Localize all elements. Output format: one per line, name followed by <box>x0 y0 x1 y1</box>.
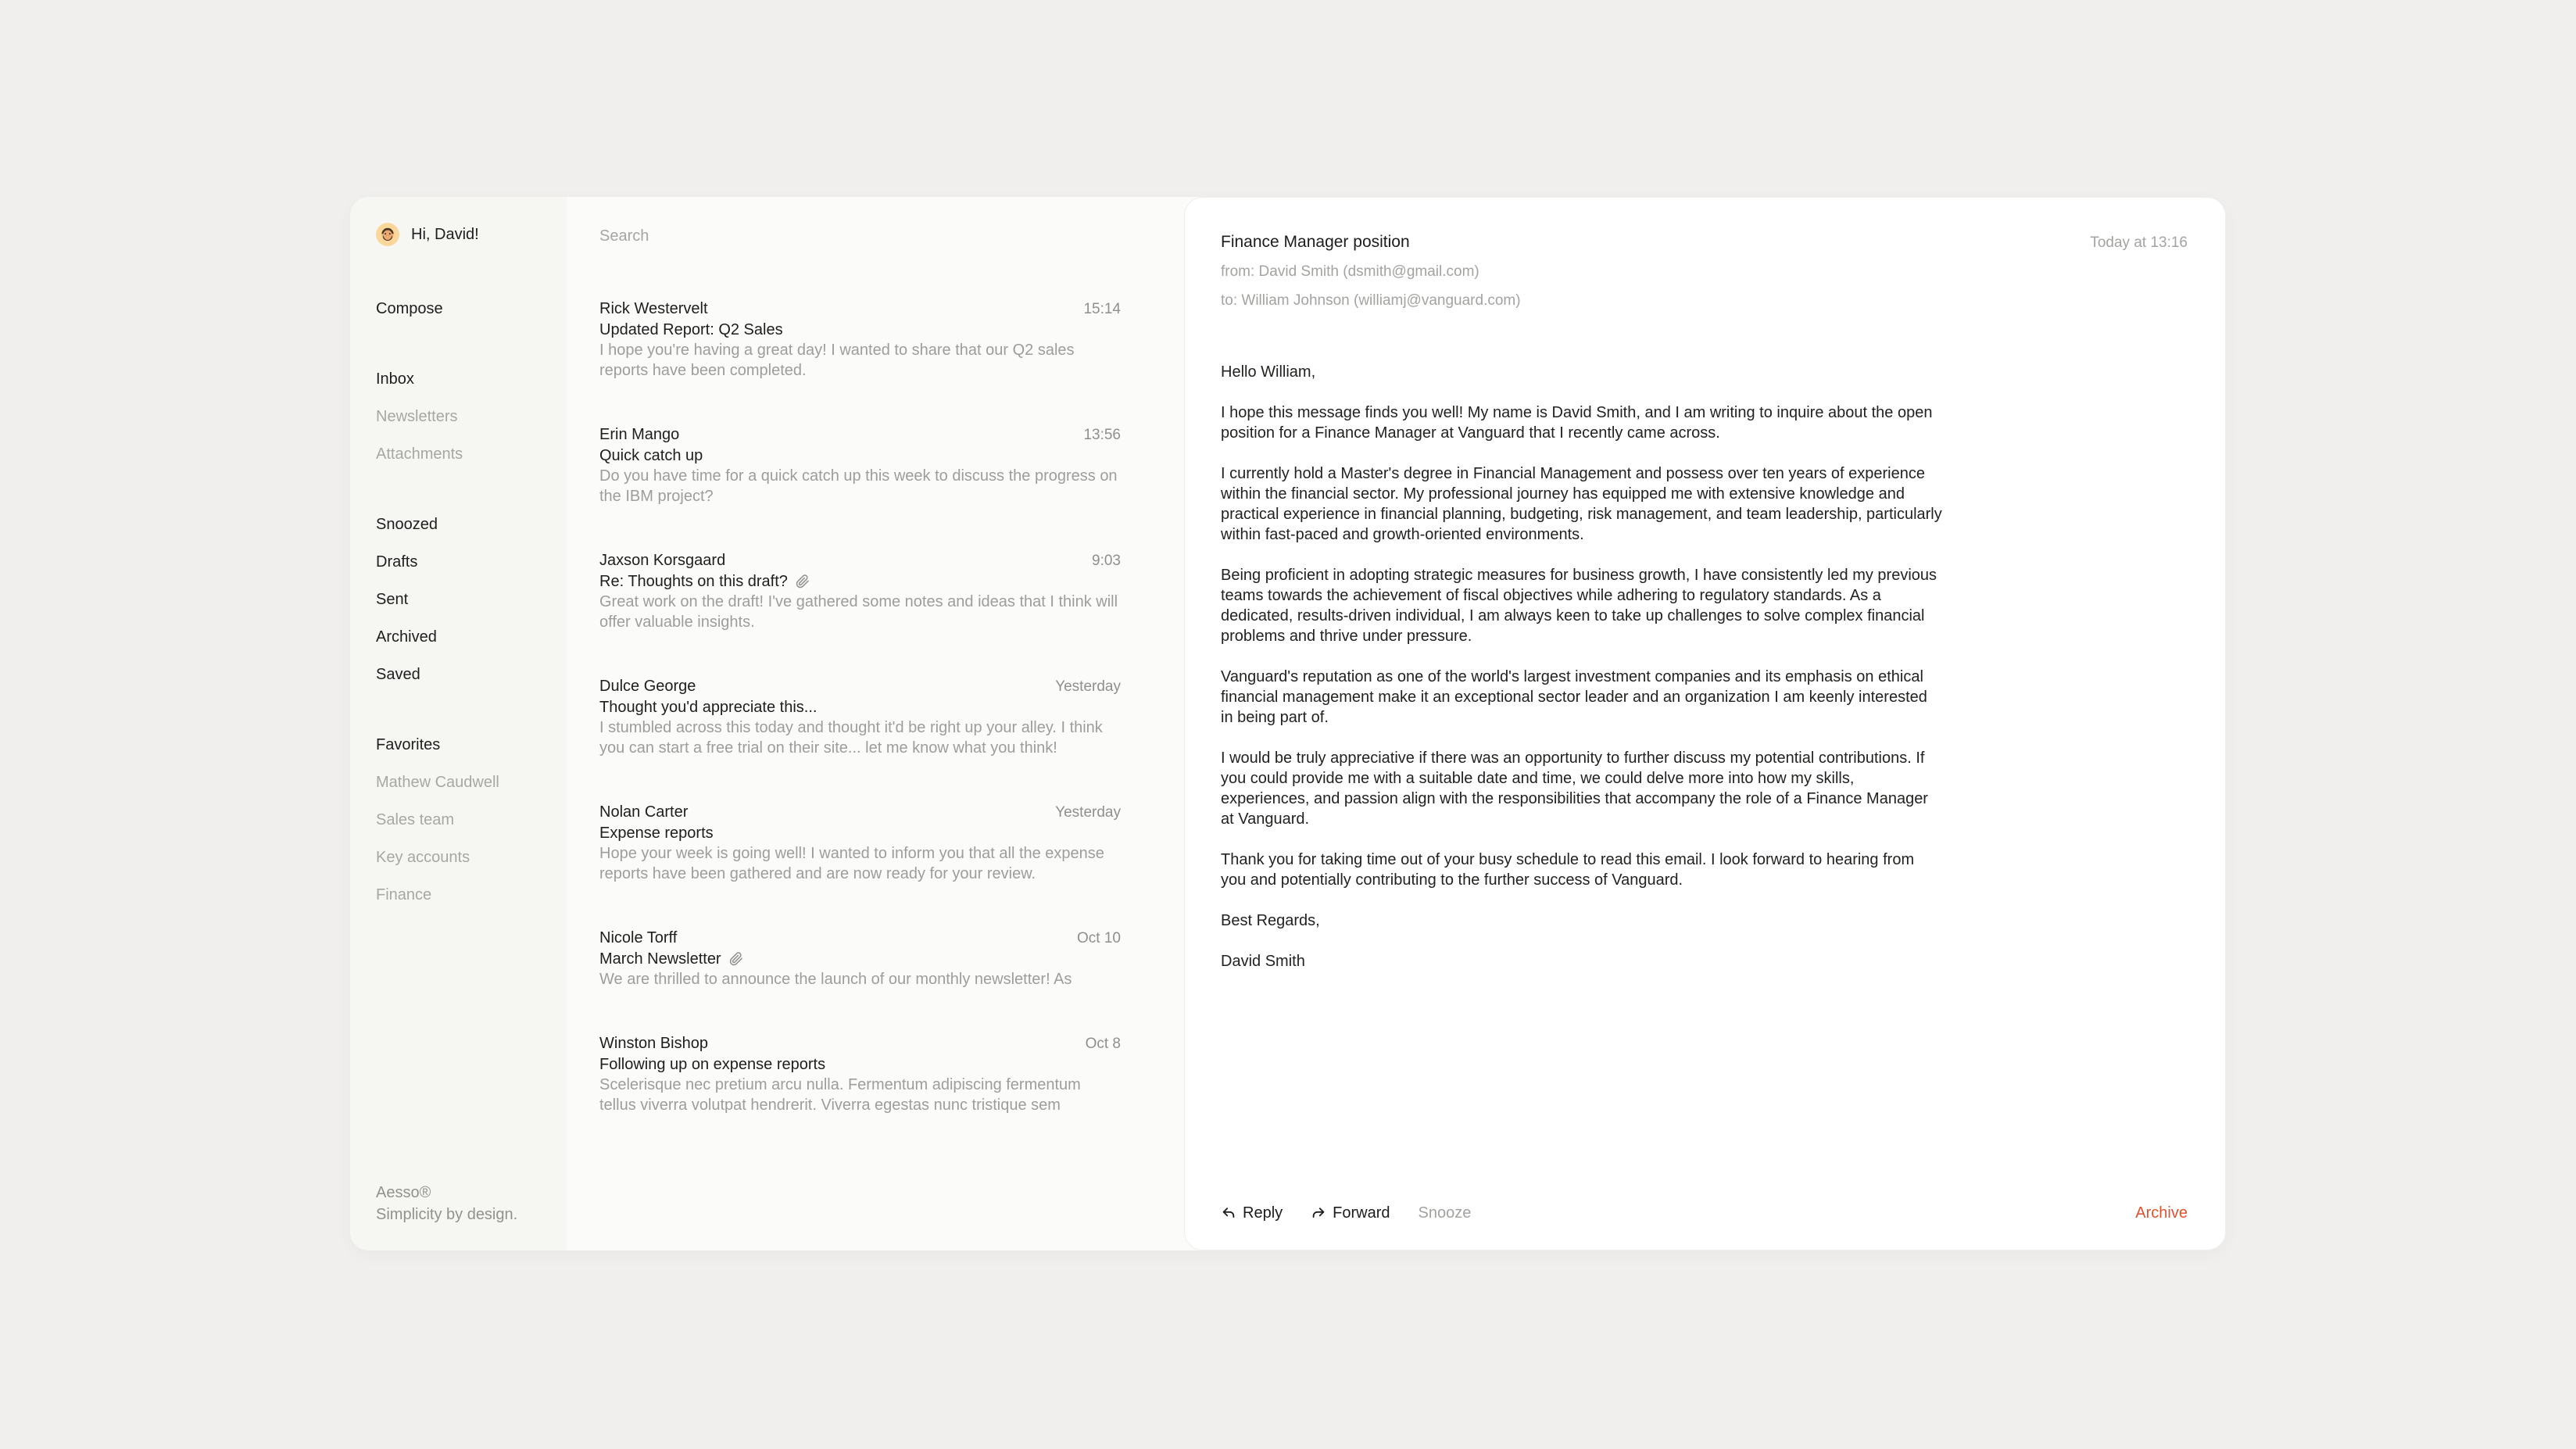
detail-subject: Finance Manager position <box>1221 233 1410 251</box>
body-paragraph: I currently hold a Master's degree in Financial Management and possess over ten years of experience within the financial sector. My professional journey has equipped me with extensive knowledge and practical experience in financial planning, budgeting, risk management, and team leadership, particularly within fast-paced and growth-oriented environments. <box>1221 465 1942 543</box>
reply-button[interactable] <box>1221 1204 1283 1222</box>
sidebar-nav <box>350 290 567 914</box>
email-list-item[interactable] <box>599 299 1121 381</box>
body-paragraph: I hope this message finds you well! My name is David Smith, and I am writing to inquire about the open position for a Finance Manager at Vanguard that I recently came across. <box>1221 404 1933 442</box>
snooze-button[interactable] <box>1419 1204 1472 1222</box>
email-list-item[interactable] <box>599 928 1121 989</box>
email-preview: We are thrilled to announce the launch of our monthly newsletter! As <box>599 971 1072 988</box>
sidebar-item-sales-team[interactable]: Sales team <box>376 810 455 828</box>
nav-group-mailboxes <box>350 360 567 473</box>
sidebar-item-newsletters[interactable]: Newsletters <box>376 407 458 425</box>
email-preview: Scelerisque nec pretium arcu nulla. Fermentum adipiscing fermentum tellus viverra volutpat hendrerit. Viverra egestas nunc tristique sem <box>599 1076 1081 1114</box>
detail-header <box>1221 232 2188 253</box>
search-input[interactable] <box>599 227 1121 245</box>
sidebar-item-snoozed[interactable]: Snoozed <box>376 515 438 533</box>
sidebar <box>350 197 567 1250</box>
detail-timestamp: Today at 13:16 <box>2090 234 2188 251</box>
user-greeting <box>376 223 567 246</box>
user-avatar-icon[interactable] <box>376 223 399 246</box>
brand-tagline: Simplicity by design. <box>376 1206 518 1223</box>
email-list-item[interactable] <box>599 676 1121 758</box>
email-list-panel <box>567 197 1184 1250</box>
body-paragraph: Thank you for taking time out of your busy schedule to read this email. I look forward to hearing from you and potentially contributing to the further success of Vanguard. <box>1221 851 1915 889</box>
email-preview: I hope you're having a great day! I wanted to share that our Q2 sales reports have been completed. <box>599 342 1075 379</box>
email-list-item[interactable] <box>599 802 1121 884</box>
detail-action-bar <box>1221 1203 2188 1223</box>
email-time: 15:14 <box>1083 301 1121 317</box>
email-preview: I stumbled across this today and thought it'd be right up your alley. I think you can start a free trial on their site... let me know what you think! <box>599 719 1103 757</box>
email-sender: Rick Westervelt <box>599 300 708 317</box>
archive-label: Archive <box>2135 1204 2188 1222</box>
email-subject: Thought you'd appreciate this... <box>599 699 818 716</box>
body-paragraph: Being proficient in adopting strategic measures for business growth, I have consistently led my previous teams towards the achievement of fiscal objectives while adhering to regulatory standards. As a dedicated, results-driven individual, I am always keen to take up challenges to solve complex financial problems and thrive under pressure. <box>1221 567 1937 645</box>
email-time: 9:03 <box>1092 553 1121 569</box>
email-time: Oct 8 <box>1085 1036 1121 1052</box>
email-time: Oct 10 <box>1077 930 1121 946</box>
email-subject: March Newsletter <box>599 950 721 968</box>
email-preview: Do you have time for a quick catch up this week to discuss the progress on the IBM project? <box>599 467 1118 505</box>
archive-button[interactable] <box>2135 1204 2188 1222</box>
body-paragraph: Vanguard's reputation as one of the world's largest investment companies and its emphasis on ethical financial management make it an exceptional sector leader and an organization I am keenly interested in being part of. <box>1221 668 1927 726</box>
body-paragraph: I would be truly appreciative if there was an opportunity to further discuss my potential contributions. If you could provide me with a suitable date and time, we could delve more into how my skills, experiences, and passion align with the responsibilities that accompany the role of a Finance Manager at Vanguard. <box>1221 750 1928 828</box>
email-list-item[interactable] <box>599 550 1121 632</box>
email-subject: Re: Thoughts on this draft? <box>599 573 788 590</box>
reply-label: Reply <box>1243 1204 1283 1222</box>
sidebar-item-finance[interactable]: Finance <box>376 886 432 903</box>
body-paragraph: David Smith <box>1221 953 1305 970</box>
sidebar-item-favorites[interactable]: Favorites <box>376 735 441 753</box>
email-sender: Nolan Carter <box>599 803 689 821</box>
email-sender: Erin Mango <box>599 426 680 443</box>
brand-name: Aesso® <box>376 1184 431 1201</box>
email-sender: Jaxson Korsgaard <box>599 552 726 569</box>
forward-icon <box>1311 1205 1326 1221</box>
email-list-item[interactable] <box>599 424 1121 506</box>
email-list <box>599 299 1121 1115</box>
email-sender: Dulce George <box>599 678 696 695</box>
email-time: Yesterday <box>1055 678 1121 695</box>
detail-to: to: William Johnson (williamj@vanguard.com) <box>1221 292 1521 309</box>
sidebar-item-sent[interactable]: Sent <box>376 590 409 608</box>
email-subject: Expense reports <box>599 825 714 842</box>
snooze-label: Snooze <box>1418 1204 1472 1222</box>
email-detail-pane <box>1184 197 2226 1250</box>
mail-app-card <box>350 197 2226 1250</box>
sidebar-item-compose[interactable]: Compose <box>376 299 443 317</box>
attachment-icon <box>729 952 743 966</box>
email-subject: Quick catch up <box>599 447 703 464</box>
sidebar-item-key-accounts[interactable]: Key accounts <box>376 848 470 866</box>
email-preview: Hope your week is going well! I wanted to inform you that all the expense reports have been gathered and are now ready for your review. <box>599 845 1104 882</box>
email-time: Yesterday <box>1055 804 1121 821</box>
forward-button[interactable] <box>1311 1204 1390 1222</box>
email-body <box>1221 362 1943 971</box>
nav-group-compose <box>350 290 567 327</box>
body-paragraph: Hello William, <box>1221 363 1316 381</box>
nav-group-folders <box>350 506 567 693</box>
greeting-text: Hi, David! <box>411 225 479 243</box>
reply-icon <box>1221 1205 1236 1221</box>
sidebar-item-archived[interactable]: Archived <box>376 628 437 646</box>
sidebar-item-saved[interactable]: Saved <box>376 665 420 683</box>
email-preview: Great work on the draft! I've gathered some notes and ideas that I think will offer valuable insights. <box>599 593 1118 631</box>
sidebar-item-drafts[interactable]: Drafts <box>376 553 418 571</box>
attachment-icon <box>796 574 810 589</box>
sidebar-item-mathew-caudwell[interactable]: Mathew Caudwell <box>376 773 499 791</box>
forward-label: Forward <box>1333 1204 1390 1222</box>
body-paragraph: Best Regards, <box>1221 912 1320 929</box>
nav-group-favorites <box>350 726 567 914</box>
email-list-item[interactable] <box>599 1033 1121 1115</box>
detail-from: from: David Smith (dsmith@gmail.com) <box>1221 263 1479 280</box>
email-subject: Updated Report: Q2 Sales <box>599 321 783 338</box>
email-sender: Nicole Torff <box>599 929 678 946</box>
email-sender: Winston Bishop <box>599 1035 708 1052</box>
email-subject: Following up on expense reports <box>599 1056 826 1073</box>
brand-footer <box>376 1182 517 1225</box>
sidebar-item-attachments[interactable]: Attachments <box>376 445 463 463</box>
sidebar-item-inbox[interactable]: Inbox <box>376 370 414 388</box>
email-time: 13:56 <box>1083 427 1121 443</box>
